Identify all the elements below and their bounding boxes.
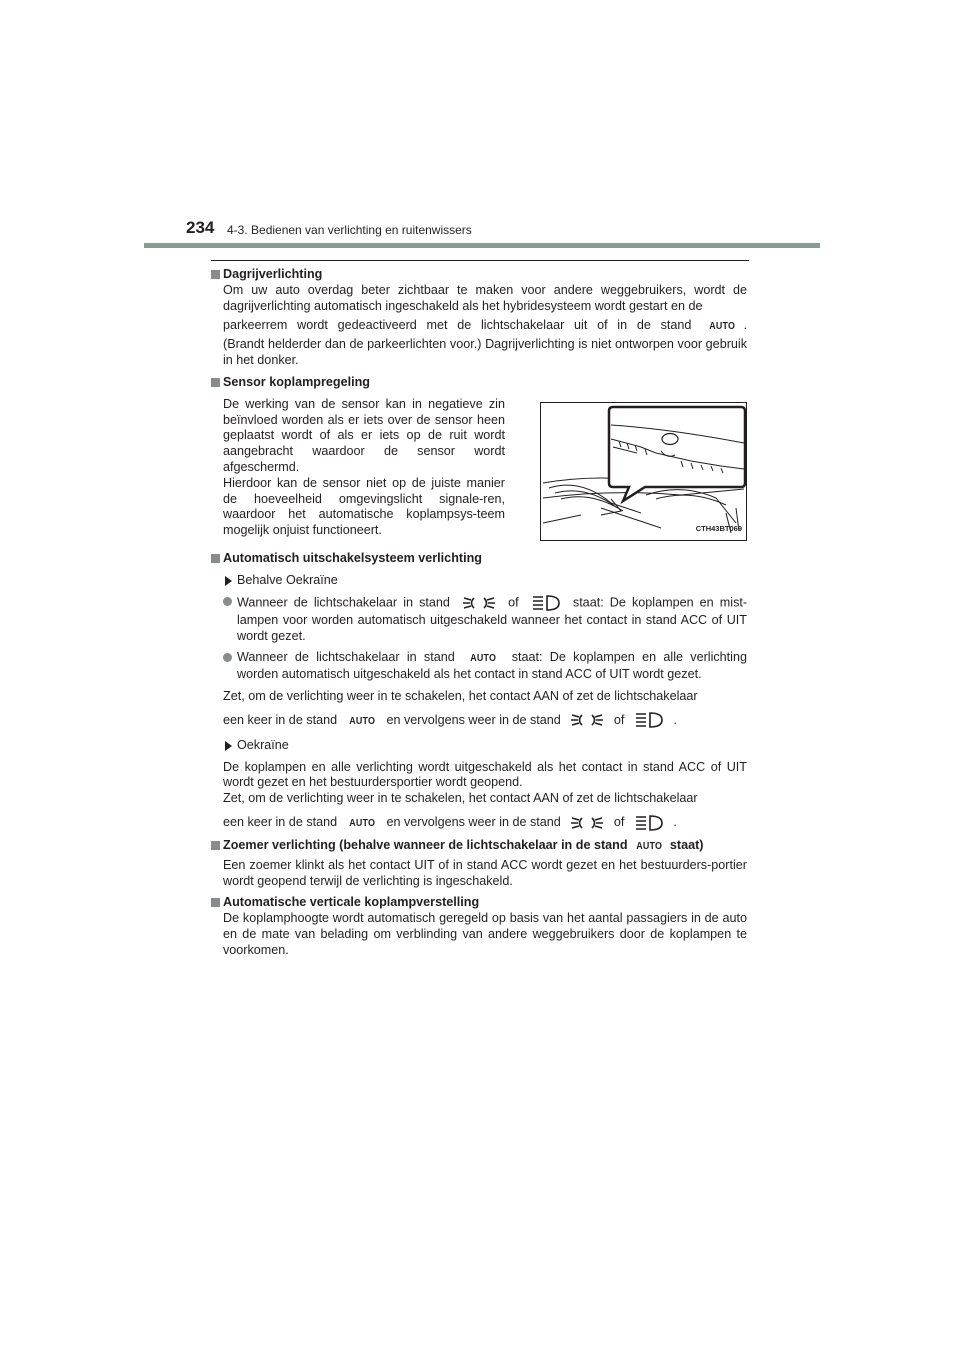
drl-text-2: parkeerrem wordt gedeactiveerd met de lichtschakelaar uit of in de stand AUTO . [211, 314, 747, 337]
sub-label-ukraine: Oekraïne [211, 738, 747, 754]
ukraine-reset-text-1: Zet, om de verlichting weer in te schakelen, het contact AAN of zet de lichtschakelaar [223, 791, 698, 806]
square-bullet-icon [211, 554, 220, 563]
tail-light-icon [570, 711, 604, 729]
section-title: Sensor koplampregeling [211, 375, 747, 391]
auto-symbol-icon: AUTO [348, 714, 375, 727]
section-title: Automatische verticale koplampverstelling [211, 895, 747, 911]
tail-light-icon [570, 814, 604, 832]
section-auto-off [211, 551, 747, 834]
windshield-sensor-illustration [541, 403, 746, 540]
drl-text-1: Om uw auto overdag beter zichtbaar te maken voor andere weggebruikers, wordt de dagrijverlichting automatisch ingeschakeld als het hybridesysteem wordt gestart en de [223, 282, 747, 313]
reset-text-1: Zet, om de verlichting weer in te schakelen, het contact AAN of zet de lichtschakelaar [223, 688, 698, 703]
content [211, 267, 747, 959]
sensor-text: De werking van de sensor kan in negatieve zin beïnvloed worden als er iets over de sensor heen geplaatst wordt of als er iets op de ruit wordt aangebracht waardoor de sensor wordt afgeschermd. Hierdoor kan de sensor niet op de juiste manier de hoeveelheid omgevingslicht signale-ren, waardoor het automatische koplampsys-teem mogelijk onjuist functioneert. [223, 396, 505, 538]
sensor-figure [540, 402, 747, 541]
bullet-item: Wanneer de lichtschakelaar in stand of staat: De koplampen en mist-lampen voor worden automatisch uitgeschakeld wanneer het contact in stand ACC of UIT wordt gezet. [211, 594, 747, 644]
section-buzzer [211, 838, 747, 889]
section-title: Zoemer verlichting (behalve wanneer de lichtschakelaar in de stand AUTO staat) [211, 838, 747, 855]
auto-symbol-icon: AUTO [635, 839, 662, 852]
chapter-title: 4-3. Bedienen van verlichting en ruitenwissers [227, 223, 472, 237]
round-bullet-icon [223, 597, 232, 606]
content-rule [211, 260, 749, 261]
sub-label-except-ukraine: Behalve Oekraïne [211, 573, 747, 589]
section-title: Dagrijverlichting [211, 267, 747, 283]
square-bullet-icon [211, 898, 220, 907]
drl-text-3: (Brandt helderder dan de parkeerlichten voor.) Dagrijverlichting is niet ontworpen voor gebruik in het donker. [223, 337, 747, 368]
round-bullet-icon [223, 653, 232, 662]
buzzer-text: Een zoemer klinkt als het contact UIT of in stand ACC wordt gezet en het bestuurders-portier wordt geopend terwijl de verlichting is ingeschakeld. [223, 857, 747, 888]
reset-text-2: een keer in de stand AUTO en vervolgens weer in de stand of . [211, 709, 747, 732]
page-number: 234 [186, 218, 215, 237]
figure-label: CTH43BT069 [695, 523, 742, 533]
leveling-text: De koplamphoogte wordt automatisch geregeld op basis van het aantal passagiers in de auto en de mate van belading om verblinding van andere weggebruikers door de koplampen te voorkomen. [223, 911, 747, 957]
auto-symbol-icon: AUTO [709, 320, 736, 333]
header-rule [144, 243, 820, 248]
bullet-item: Wanneer de lichtschakelaar in stand AUTO staat: De koplampen en alle verlichting worden automatisch uitgeschakeld als het contact in stand ACC of UIT wordt gezet. [211, 650, 747, 683]
section-leveling [211, 895, 747, 958]
headlight-icon [634, 814, 664, 832]
tail-light-icon [462, 594, 496, 612]
square-bullet-icon [211, 270, 220, 279]
ukraine-reset-text-2: een keer in de stand AUTO en vervolgens weer in de stand of . [211, 811, 747, 834]
headlight-icon [634, 711, 664, 729]
section-sensor [211, 375, 747, 541]
section-drl [211, 267, 747, 369]
headlight-icon [531, 594, 561, 612]
square-bullet-icon [211, 378, 220, 387]
auto-symbol-icon: AUTO [470, 652, 497, 665]
ukraine-text: De koplampen en alle verlichting wordt uitgeschakeld als het contact in stand ACC of UIT wordt gezet en het bestuurdersportier wordt geopend. [223, 759, 747, 790]
auto-symbol-icon: AUTO [348, 816, 375, 829]
section-title: Automatisch uitschakelsysteem verlichting [211, 551, 747, 567]
sensor-block [211, 397, 747, 541]
square-bullet-icon [211, 841, 220, 850]
